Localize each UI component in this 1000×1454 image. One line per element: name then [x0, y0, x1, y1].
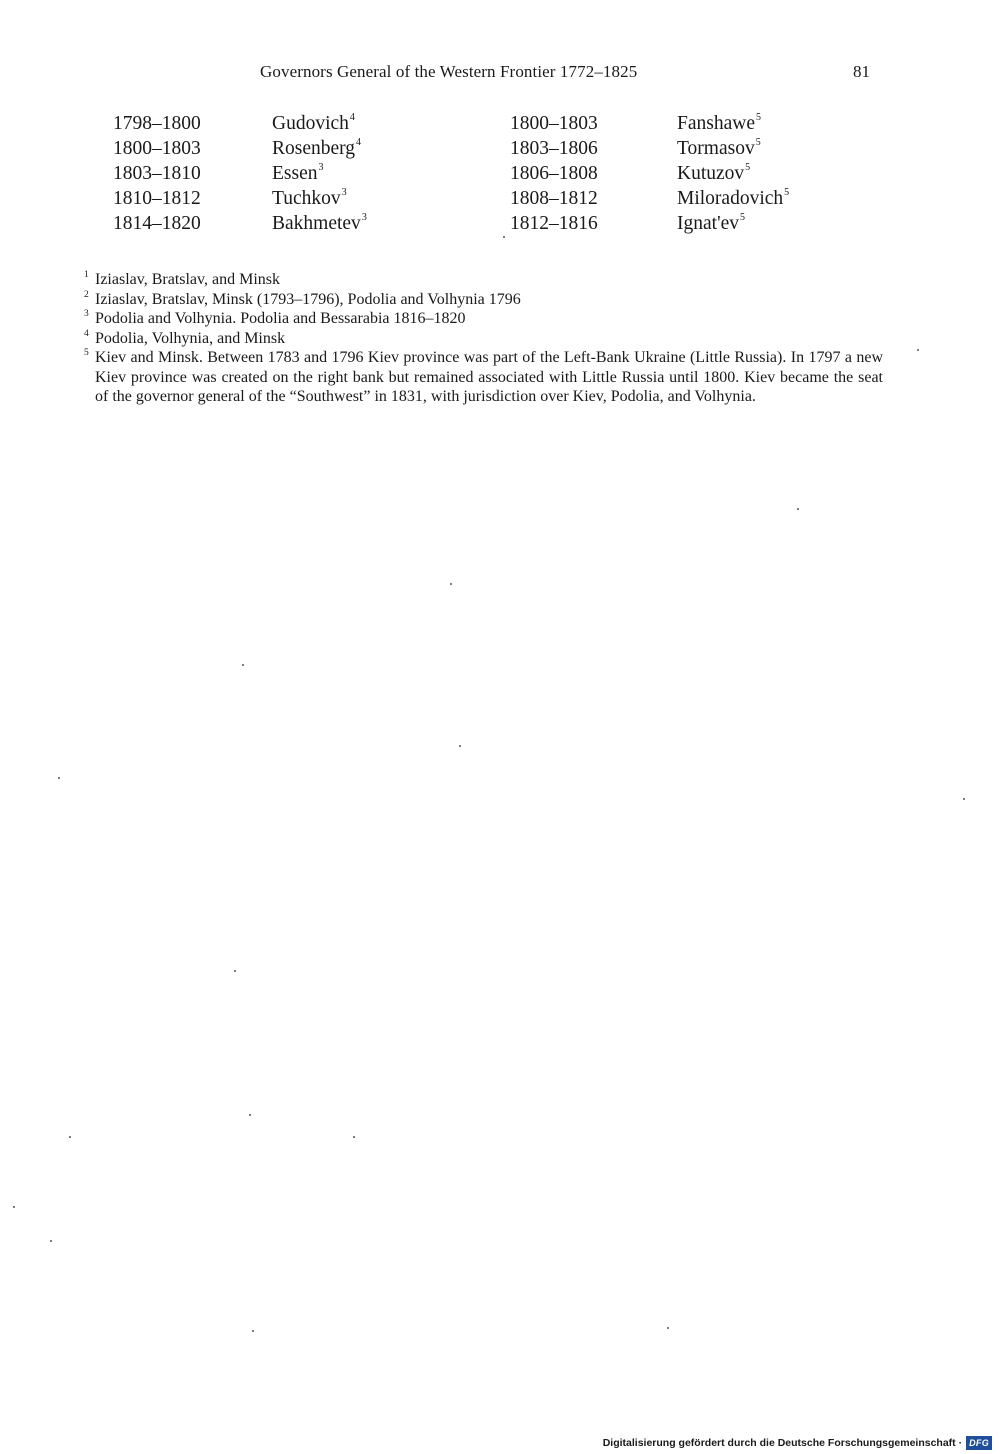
governor-left [272, 111, 355, 139]
scan-speck [58, 777, 60, 779]
governor-right [677, 136, 761, 164]
years-left: 1814–1820 [113, 213, 201, 234]
footnote-text: Kiev and Minsk. Between 1783 and 1796 Kiev province was part of the Left-Bank Ukraine (Little Russia). In 1797 a new Kiev province was created on the right bank but remained associated with Little Russia until 1800. Kiev became the seat of the governor general of the “Southwest” in 1831, with jurisdiction over Kiev, Podolia, and Volhynia. [95, 349, 883, 405]
footnotes [84, 270, 884, 407]
scan-speck [503, 236, 505, 238]
scan-speck [667, 1327, 669, 1329]
years-right: 1806–1808 [510, 163, 598, 184]
footnote-mark: 2 [84, 289, 89, 300]
table-row [0, 111, 1000, 136]
footnote-mark: 5 [84, 348, 89, 358]
scan-speck [50, 1240, 52, 1242]
footnote-ref: 5 [740, 212, 745, 223]
years-left: 1800–1803 [113, 138, 201, 159]
running-title: Governors General of the Western Frontier 1772–1825 [260, 62, 638, 81]
footnote-text: Iziaslav, Bratslav, Minsk (1793–1796), Podolia and Volhynia 1796 [95, 290, 521, 308]
table-row [0, 186, 1000, 211]
table-row [0, 211, 1000, 236]
years-right: 1800–1803 [510, 113, 598, 134]
governor-name: Miloradovich [677, 188, 784, 209]
years-left: 1798–1800 [113, 113, 201, 134]
footnote [84, 309, 884, 329]
footnote-ref: 3 [341, 187, 347, 198]
scan-speck [13, 1206, 15, 1208]
table-row [0, 136, 1000, 161]
governor-name: Gudovich [272, 113, 349, 134]
governor-right [677, 211, 745, 239]
footnote-mark: 1 [84, 270, 89, 280]
footnote [84, 290, 884, 310]
footnote-ref: 5 [784, 187, 790, 198]
footnote-mark: 3 [84, 309, 89, 319]
scan-speck [459, 745, 461, 747]
governor-left [272, 211, 367, 239]
governor-name: Bakhmetev [272, 213, 361, 234]
governor-left [272, 186, 347, 214]
footnote-ref: 5 [755, 137, 761, 148]
footnote-text: Iziaslav, Bratslav, and Minsk [95, 271, 280, 288]
governors-table [0, 111, 1000, 236]
scan-speck [234, 970, 236, 972]
digitization-note: Digitalisierung gefördert durch die Deutsche Forschungsgemeinschaft · [602, 1437, 963, 1449]
years-right: 1803–1806 [510, 138, 598, 159]
footnote-ref: 5 [745, 162, 751, 173]
page-number: 81 [853, 62, 870, 81]
scan-speck [963, 798, 965, 800]
governor-name: Tormasov [677, 138, 755, 159]
scan-speck [252, 1330, 254, 1332]
years-left: 1810–1812 [113, 188, 201, 209]
footnote-ref: 5 [755, 112, 761, 123]
footnote-ref: 4 [349, 112, 355, 123]
scan-speck [242, 664, 244, 666]
scan-speck [249, 1114, 251, 1116]
running-head [0, 62, 1000, 86]
footnote-ref: 3 [361, 212, 367, 223]
governor-right [677, 161, 750, 189]
years-left: 1803–1810 [113, 163, 201, 184]
footnote [84, 348, 884, 407]
footnote-ref: 4 [356, 137, 362, 148]
table-row [0, 161, 1000, 186]
scan-speck [450, 583, 452, 585]
governor-left [272, 161, 324, 189]
years-right: 1812–1816 [510, 213, 598, 234]
footnote-ref: 3 [318, 162, 324, 173]
governor-right [677, 186, 789, 214]
governor-name: Tuchkov [272, 188, 341, 209]
governor-name: Essen [272, 163, 318, 184]
footnote-mark: 4 [84, 328, 89, 339]
governor-name: Ignat'ev [677, 213, 739, 234]
scan-speck [917, 349, 919, 351]
scan-speck [353, 1136, 355, 1138]
footnote [84, 329, 884, 349]
footnote [84, 270, 884, 290]
years-right: 1808–1812 [510, 188, 598, 209]
digitization-footer [603, 1436, 992, 1450]
governor-name: Rosenberg [272, 138, 356, 159]
governor-right [677, 111, 761, 139]
footnote-text: Podolia, Volhynia, and Minsk [95, 329, 286, 347]
footnote-text: Podolia and Volhynia. Podolia and Bessarabia 1816–1820 [95, 310, 466, 327]
scan-speck [69, 1136, 71, 1138]
governor-left [272, 136, 361, 164]
governor-name: Kutuzov [677, 163, 745, 184]
scan-speck [797, 508, 799, 510]
dfg-logo: DFG [966, 1436, 992, 1450]
governor-name: Fanshawe [677, 113, 755, 134]
